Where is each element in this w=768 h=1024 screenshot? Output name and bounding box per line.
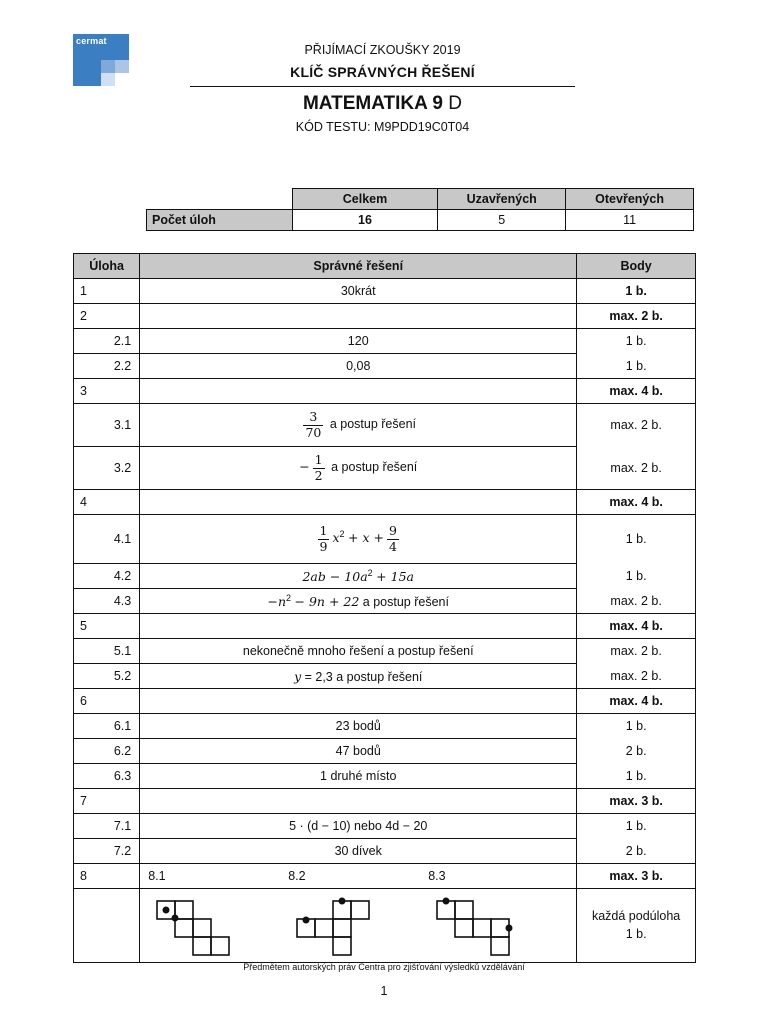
points: 1 b.: [577, 714, 696, 739]
table-row: [74, 279, 696, 304]
solution: [140, 515, 577, 564]
points: 2 b.: [577, 839, 696, 864]
marked-dot: [163, 907, 170, 914]
solution: 5 · (d − 10) nebo 4d − 20: [140, 814, 577, 839]
marked-dot: [172, 915, 179, 922]
subtask-label: 8.1: [148, 869, 166, 883]
solution-rest: = 2,3 a postup řešení: [304, 669, 423, 684]
task-number: 6: [74, 689, 140, 714]
table-row: [74, 614, 696, 639]
subtask-label: 8.2: [288, 869, 306, 883]
task-number: 2.2: [74, 354, 140, 379]
cermat-logo: [73, 34, 129, 86]
table-row: [74, 379, 696, 404]
table-row: [74, 664, 696, 689]
marked-dot: [303, 917, 310, 924]
task-number: 7.1: [74, 814, 140, 839]
points: max. 2 b.: [577, 589, 696, 614]
variable: x: [332, 530, 340, 546]
solution: [140, 664, 577, 689]
task-number: 5.1: [74, 639, 140, 664]
table-row: [74, 864, 696, 889]
table-row: [74, 329, 696, 354]
task-number: 3.2: [74, 447, 140, 490]
copyright-note: Předmětem autorských práv Centra pro zjišťování výsledků vzdělávání: [243, 962, 525, 972]
summary-header-open: Otevřených: [566, 189, 694, 210]
solution: [140, 589, 577, 614]
solution: [140, 789, 577, 814]
points: max. 3 b.: [577, 864, 696, 889]
solution: [140, 564, 577, 589]
solution: [140, 689, 577, 714]
points: max. 3 b.: [577, 789, 696, 814]
table-row: [74, 589, 696, 614]
variable: y: [294, 668, 302, 684]
table-row: [74, 515, 696, 564]
task-number: 4.2: [74, 564, 140, 589]
points: 1 b.: [577, 354, 696, 379]
minus-sign: −: [299, 459, 310, 475]
solution: [140, 304, 577, 329]
task-number: 5.2: [74, 664, 140, 689]
task-number: 7: [74, 789, 140, 814]
logo-text: cermat: [76, 36, 107, 46]
subtask-labels: [140, 864, 577, 889]
solution: 47 bodů: [140, 739, 577, 764]
fraction: [318, 524, 330, 554]
solution: 1 druhé místo: [140, 764, 577, 789]
table-row: [74, 889, 696, 963]
subject-name: MATEMATIKA 9: [302, 93, 443, 114]
solution: 0,08: [140, 354, 577, 379]
task-number: 6.1: [74, 714, 140, 739]
header-task: Úloha: [74, 254, 140, 279]
task-number: [74, 889, 140, 963]
table-row: [74, 814, 696, 839]
solution: [140, 490, 577, 515]
marked-dot: [506, 925, 513, 932]
cube-net-figures: [140, 889, 561, 959]
header-points: Body: [577, 254, 696, 279]
summary-header-total: Celkem: [292, 189, 438, 210]
summary-open: 11: [566, 210, 694, 231]
denominator: 9: [319, 538, 328, 554]
solution: 120: [140, 329, 577, 354]
points: 1 b.: [577, 564, 696, 589]
expression: + 15a: [376, 569, 414, 585]
header-divider: [190, 86, 575, 87]
points-note: každá podúloha 1 b.: [577, 889, 696, 963]
task-number: 7.2: [74, 839, 140, 864]
summary-closed: 5: [438, 210, 566, 231]
solution: nekonečně mnoho řešení a postup řešení: [140, 639, 577, 664]
solution: [140, 614, 577, 639]
task-number: 2: [74, 304, 140, 329]
cube-net-8-2: [297, 901, 369, 955]
points: max. 4 b.: [577, 614, 696, 639]
key-title: KLÍČ SPRÁVNÝCH ŘEŠENÍ: [290, 64, 475, 80]
solution: 30krát: [140, 279, 577, 304]
header-solution: Správné řešení: [140, 254, 577, 279]
task-number: 2.1: [74, 329, 140, 354]
fraction: [303, 410, 323, 440]
points: max. 2 b.: [577, 447, 696, 490]
task-number: 3: [74, 379, 140, 404]
expression: − 9n + 22: [294, 594, 360, 610]
denominator: 4: [388, 538, 397, 554]
points: max. 2 b.: [577, 404, 696, 447]
subject-title: [190, 93, 575, 115]
fraction: [313, 453, 325, 483]
test-code: KÓD TESTU: M9PDD19C0T04: [295, 120, 470, 134]
table-row: [74, 739, 696, 764]
solution: [140, 404, 577, 447]
points: max. 4 b.: [577, 490, 696, 515]
points: 2 b.: [577, 739, 696, 764]
table-row: [74, 490, 696, 515]
exponent: 2: [367, 567, 373, 578]
fraction: [387, 524, 399, 554]
task-number: 3.1: [74, 404, 140, 447]
table-row: [74, 689, 696, 714]
expression: + x +: [348, 530, 384, 546]
summary-row-label: Počet úloh: [147, 210, 293, 231]
marked-dot: [443, 898, 450, 905]
exponent: 2: [286, 592, 292, 603]
points: 1 b.: [577, 329, 696, 354]
task-number: 4.1: [74, 515, 140, 564]
summary-total: 16: [292, 210, 438, 231]
points: 1 b.: [577, 814, 696, 839]
task-number: 8: [74, 864, 140, 889]
points: max. 2 b.: [577, 664, 696, 689]
task-number: 4: [74, 490, 140, 515]
numerator: 9: [388, 523, 397, 539]
table-row: [74, 764, 696, 789]
solution-suffix: a postup řešení: [362, 595, 449, 610]
denominator: 2: [314, 467, 323, 483]
expression: 2ab − 10a: [302, 569, 368, 585]
net-figures: [140, 889, 577, 963]
points: 1 b.: [577, 279, 696, 304]
numerator: 3: [309, 409, 318, 425]
solution-suffix: a postup řešení: [331, 460, 418, 475]
summary-table: [146, 188, 694, 231]
points: max. 4 b.: [577, 689, 696, 714]
points: max. 4 b.: [577, 379, 696, 404]
numerator: 1: [319, 523, 328, 539]
denominator: 70: [305, 424, 322, 440]
solution: [140, 379, 577, 404]
task-number: 6.2: [74, 739, 140, 764]
solution: 30 dívek: [140, 839, 577, 864]
task-number: 1: [74, 279, 140, 304]
table-row: [74, 714, 696, 739]
subject-variant: D: [448, 93, 463, 114]
table-row: [74, 839, 696, 864]
solution: 23 bodů: [140, 714, 577, 739]
solution-suffix: a postup řešení: [329, 417, 417, 432]
table-row: [74, 304, 696, 329]
summary-header-closed: Uzavřených: [438, 189, 566, 210]
task-number: 4.3: [74, 589, 140, 614]
cube-net-8-3: [437, 901, 509, 955]
table-row: [74, 639, 696, 664]
table-row: [74, 564, 696, 589]
expression: −n: [267, 594, 287, 610]
task-number: 5: [74, 614, 140, 639]
answer-key-table: [73, 253, 696, 963]
marked-dot: [339, 898, 346, 905]
numerator: 1: [314, 452, 323, 468]
points: 1 b.: [577, 515, 696, 564]
page-number: 1: [380, 984, 388, 998]
exponent: 2: [339, 529, 345, 540]
points: max. 2 b.: [577, 304, 696, 329]
table-row: [74, 789, 696, 814]
points: 1 b.: [577, 764, 696, 789]
table-row: [74, 447, 696, 490]
solution: [140, 447, 577, 490]
subtask-label: 8.3: [428, 869, 446, 883]
table-row: [74, 404, 696, 447]
table-row: [74, 354, 696, 379]
exam-title: PŘIJÍMACÍ ZKOUŠKY 2019: [304, 43, 461, 57]
task-number: 6.3: [74, 764, 140, 789]
points: max. 2 b.: [577, 639, 696, 664]
